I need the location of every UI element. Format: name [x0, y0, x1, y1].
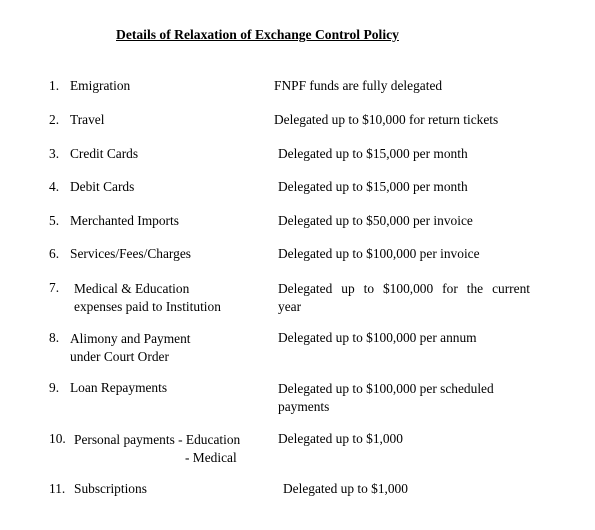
item-label [74, 431, 240, 466]
item-value-line: Delegated up to $100,000 per scheduled [278, 381, 494, 396]
item-number: 11. [49, 481, 66, 496]
item-label-line: - Medical [185, 449, 237, 465]
item-label [74, 280, 221, 315]
item-number: 5. [49, 213, 60, 228]
item-value [278, 280, 530, 315]
item-number: 9. [49, 380, 60, 395]
item-value: Delegated up to $100,000 per annum [278, 330, 477, 345]
item-label-line: Medical & Education [74, 281, 190, 296]
item-value: FNPF funds are fully delegated [274, 78, 443, 93]
item-label: Credit Cards [70, 146, 139, 161]
item-label: Travel [70, 112, 105, 127]
item-value: Delegated up to $15,000 per month [278, 146, 468, 161]
item-label-line: expenses paid to Institution [74, 298, 221, 314]
item-label: Services/Fees/Charges [70, 246, 191, 261]
item-label: Loan Repayments [70, 380, 168, 395]
item-value-line: year [278, 298, 302, 314]
item-value-line: payments [278, 398, 330, 414]
document-title: Details of Relaxation of Exchange Control Policy [116, 27, 399, 42]
item-number: 7. [49, 280, 60, 295]
item-label-line: under Court Order [70, 348, 169, 364]
item-value: Delegated up to $50,000 per invoice [278, 213, 473, 228]
item-value: Delegated up to $15,000 per month [278, 179, 468, 194]
item-number: 3. [49, 146, 60, 161]
item-label: Debit Cards [70, 179, 135, 194]
item-label-line: Personal payments - Education [74, 432, 241, 447]
item-number: 8. [49, 330, 60, 345]
item-label: Merchanted Imports [70, 213, 179, 228]
item-number: 10. [49, 431, 66, 446]
item-value: Delegated up to $1,000 [283, 481, 408, 496]
item-number: 4. [49, 179, 60, 194]
item-number: 2. [49, 112, 60, 127]
item-number: 6. [49, 246, 60, 261]
item-number: 1. [49, 78, 60, 93]
item-label: Emigration [70, 78, 131, 93]
item-label [70, 330, 191, 365]
item-value-line: Delegated up to $100,000 for the current [278, 281, 530, 296]
item-value [278, 380, 530, 415]
item-value: Delegated up to $1,000 [278, 431, 403, 446]
item-label: Subscriptions [74, 481, 147, 496]
item-value: Delegated up to $100,000 per invoice [278, 246, 480, 261]
item-value: Delegated up to $10,000 for return tickets [274, 112, 499, 127]
item-label-line: Alimony and Payment [70, 331, 191, 346]
